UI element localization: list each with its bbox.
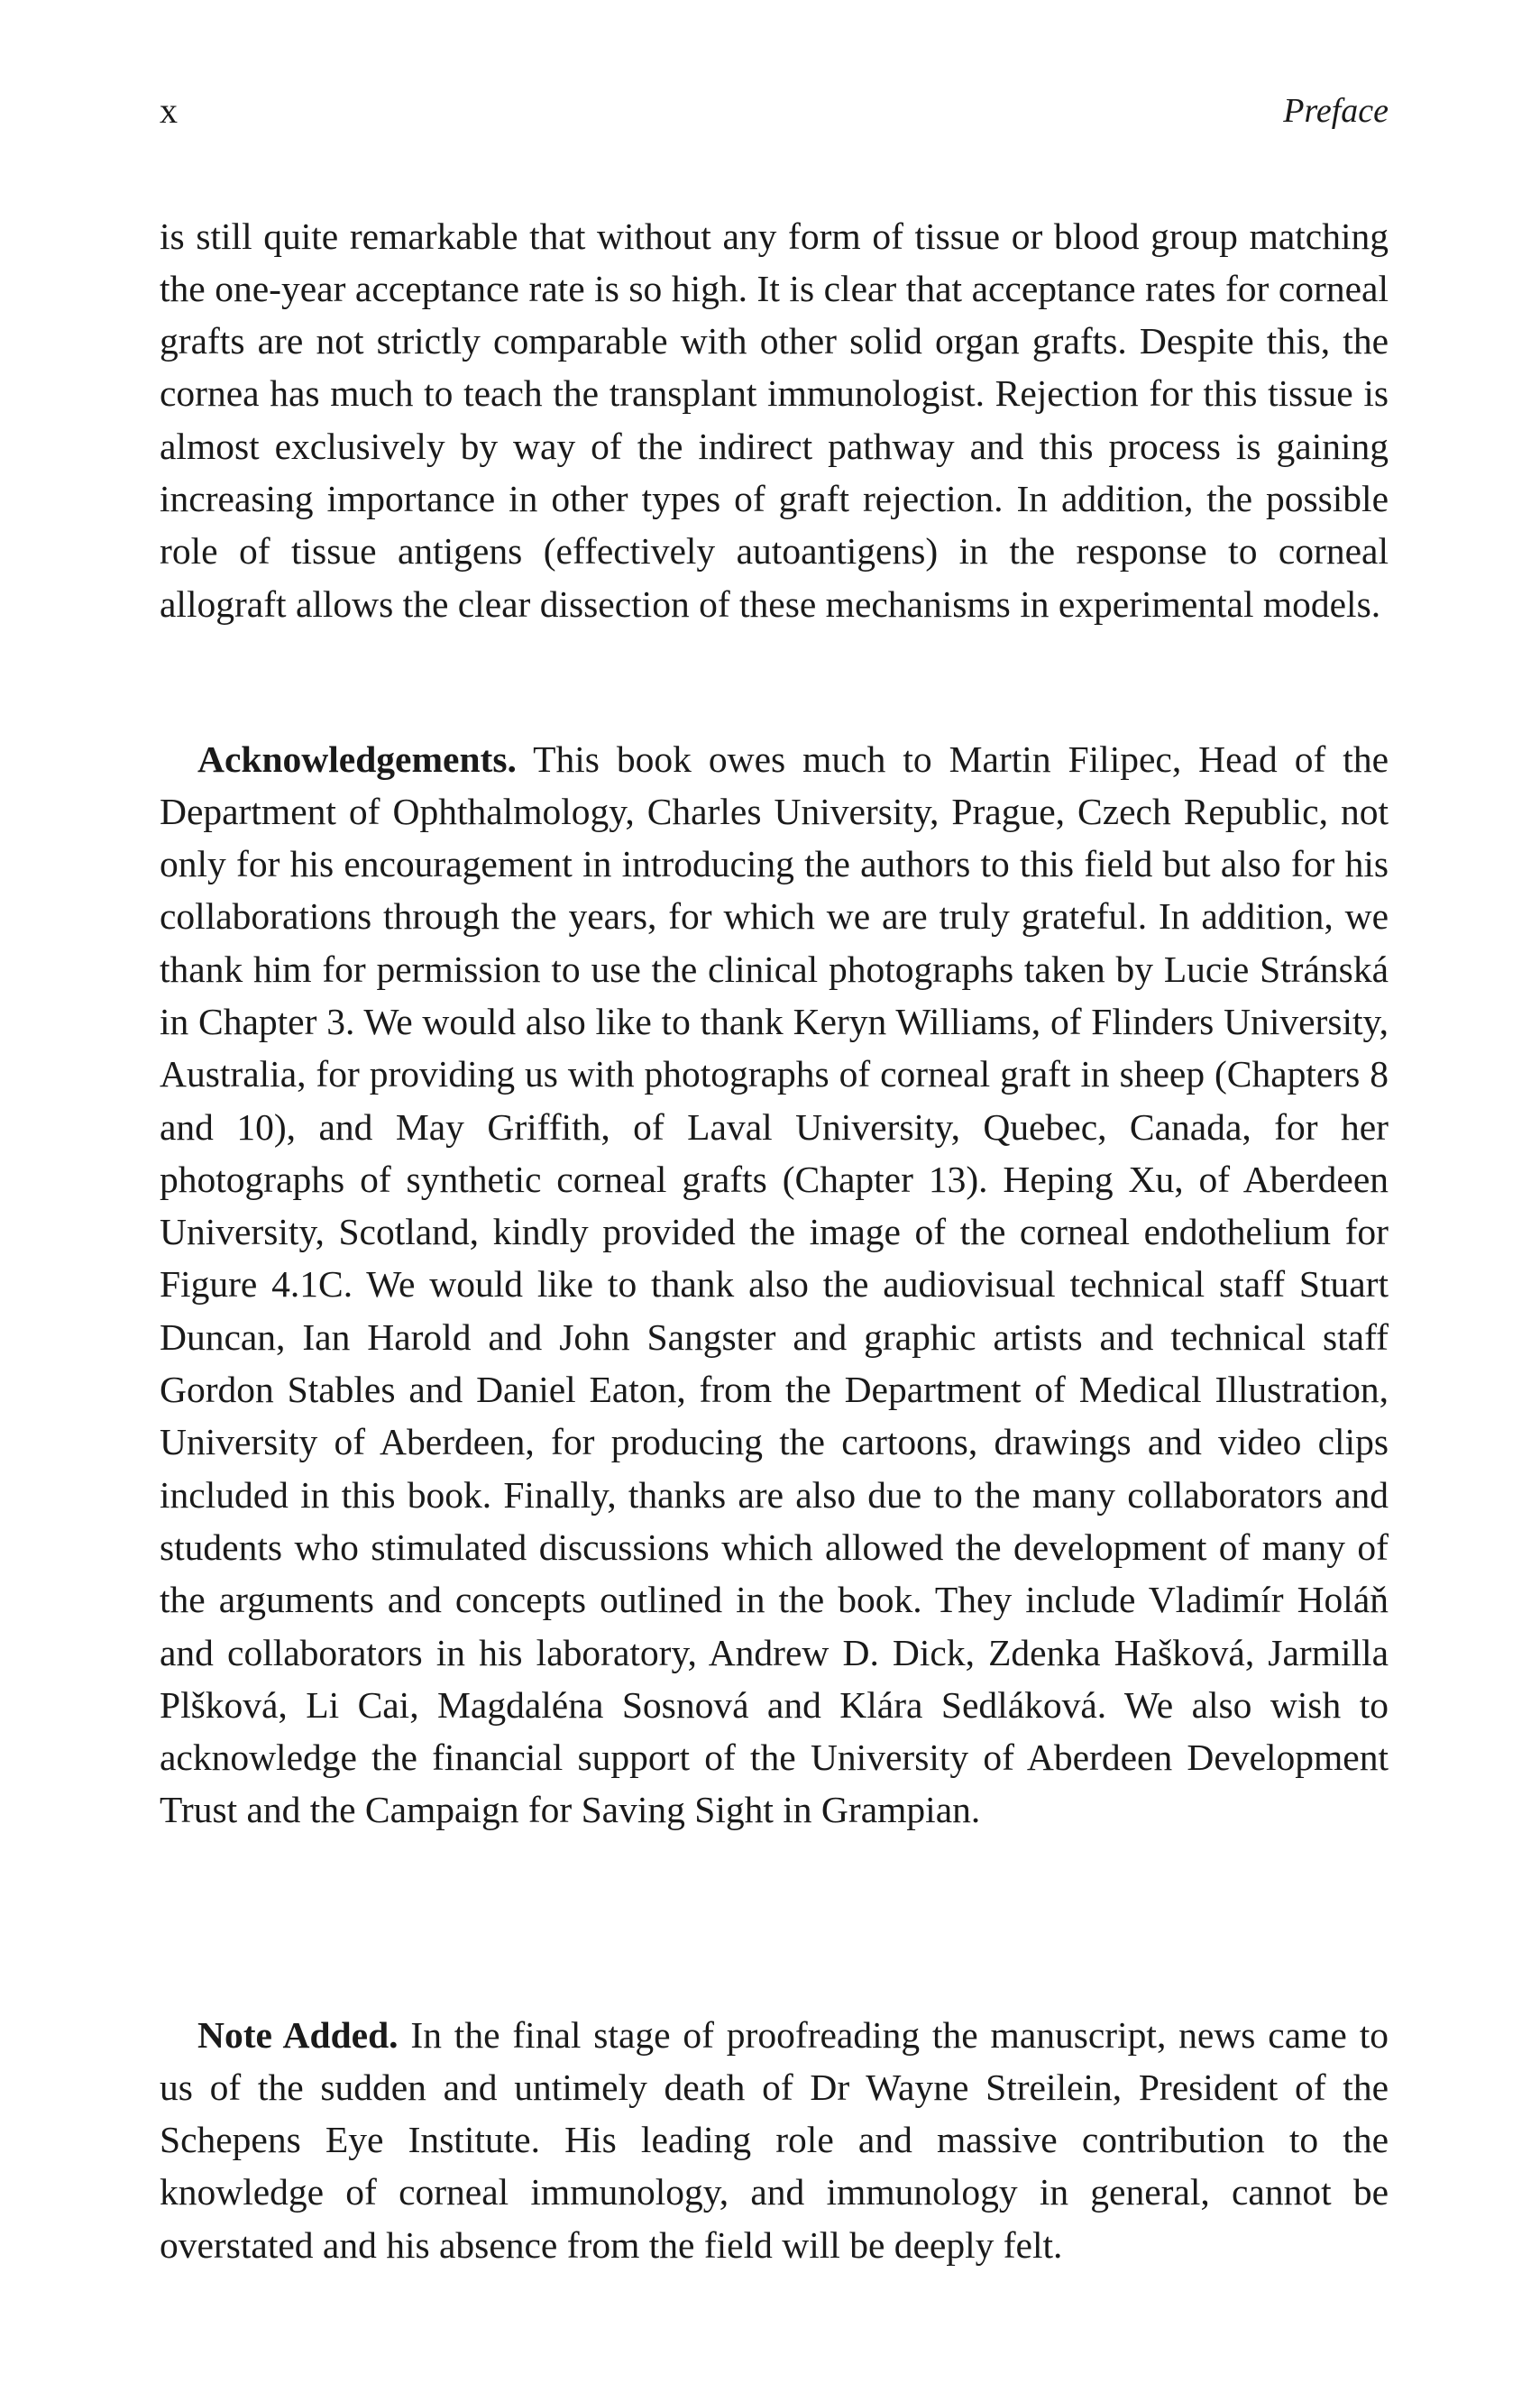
paragraph-acknowledgements <box>160 733 1389 1837</box>
acknowledgements-text: This book owes much to Martin Filipec, Head of the Department of Ophthalmology, Charles University, Prague, Czech Republic, not only for his encouragement in introducing the authors to this field but also for his collaborations through the years, for which we are truly grateful. In addition, we thank him for permission to use the clinical photographs taken by Lucie Stránská in Chapter 3. We would also like to thank Keryn Williams, of Flinders University, Australia, for providing us with photographs of corneal graft in sheep (Chapters 8 and 10), and May Griffith, of Laval University, Quebec, Canada, for her photographs of synthetic corneal grafts (Chapter 13). Heping Xu, of Aberdeen University, Scotland, kindly provided the image of the corneal endothelium for Figure 4.1C. We would like to thank also the audiovisual technical staff Stuart Duncan, Ian Harold and John Sangster and graphic artists and technical staff Gordon Stables and Daniel Eaton, from the Department of Medical Illustration, University of Aberdeen, for producing the cartoons, drawings and video clips included in this book. Finally, thanks are also due to the many collaborators and students who stimulated discussions which allowed the development of many of the arguments and concepts outlined in the book. They include Vladimír Holáň and collaborators in his laboratory, Andrew D. Dick, Zdenka Hašková, Jarmilla Plšková, Li Cai, Magdaléna Sosnová and Klára Sedláková. We also wish to acknowledge the financial support of the University of Aberdeen Development Trust and the Campaign for Saving Sight in Grampian. <box>160 738 1389 1831</box>
paragraph-continued: is still quite remarkable that without any form of tissue or blood group matching the one-year acceptance rate is so high. It is clear that acceptance rates for corneal grafts are not strictly comparable with other solid organ grafts. Despite this, the cornea has much to teach the transplant immunologist. Rejection for this tissue is almost exclusively by way of the indirect pathway and this process is gaining increasing importance in other types of graft rejection. In addition, the possible role of tissue antigens (effectively autoantigens) in the response to corneal allograft allows the clear dissection of these mechanisms in experimental models. <box>160 215 1389 625</box>
page-number: x <box>160 90 178 131</box>
note-added-heading: Note Added. <box>197 2013 399 2056</box>
acknowledgements-heading: Acknowledgements. <box>197 738 517 780</box>
paragraph-note-added <box>160 2009 1389 2271</box>
note-added-text: In the final stage of proofreading the manuscript, news came to us of the sudden and untimely death of Dr Wayne Streilein, President of the Schepens Eye Institute. His leading role and massive contribution to the knowledge of corneal immunology, and immunology in general, cannot be overstated and his absence from the field will be deeply felt. <box>160 2013 1389 2266</box>
running-head <box>160 88 1389 133</box>
section-title: Preface <box>1283 92 1389 130</box>
